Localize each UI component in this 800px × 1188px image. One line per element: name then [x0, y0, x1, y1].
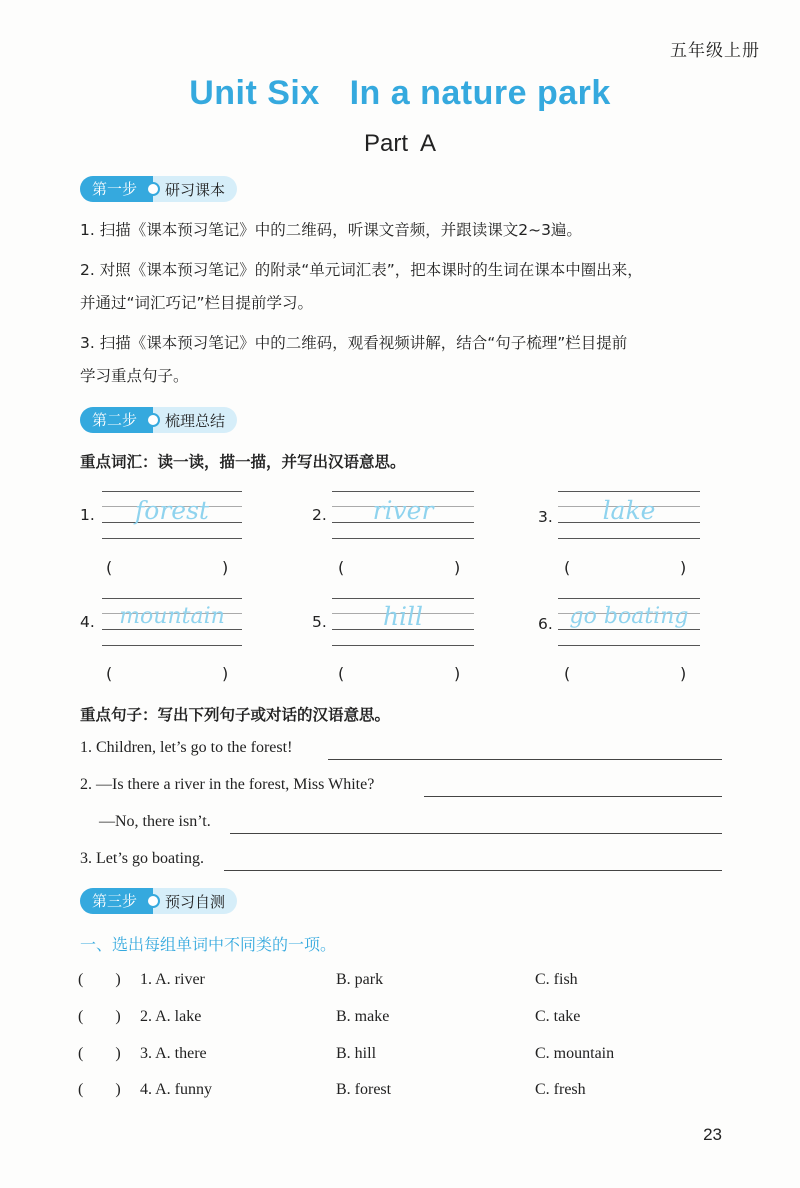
step1-item: 学习重点句子。 [80, 367, 189, 385]
step-dot-icon [146, 894, 160, 908]
word-number: 3. [538, 508, 553, 526]
page-number: 23 [703, 1125, 722, 1144]
sentence: 2. —Is there a river in the forest, Miss White? [80, 776, 375, 793]
trace-word: hill [382, 602, 424, 631]
word-number: 6. [538, 615, 553, 633]
option-b: B. hill [336, 1045, 377, 1062]
grade-label: 五年级上册 [670, 41, 760, 61]
paren-close: ) [680, 558, 687, 577]
step2-number: 第二步 [80, 407, 153, 433]
option-a: 1. A. river [140, 971, 205, 988]
sentence-prompt: 重点句子：写出下列句子或对话的汉语意思。 [80, 706, 391, 724]
answer-paren: ( ) [78, 1008, 121, 1025]
paren-open: ( [106, 664, 113, 683]
word-number: 2. [312, 506, 327, 524]
step1-item: 2. 对照《课本预习笔记》的附录“单元词汇表”，把本课时的生词在课本中圈出来， [80, 261, 643, 279]
paren-open: ( [338, 664, 345, 683]
trace-word: lake [602, 496, 656, 525]
trace-word: go boating [569, 604, 689, 629]
step1-item: 并通过“词汇巧记”栏目提前学习。 [80, 294, 314, 312]
step3-number: 第三步 [80, 888, 153, 914]
step1-label: 研习课本 [165, 180, 226, 199]
paren-open: ( [564, 558, 571, 577]
paren-open: ( [338, 558, 345, 577]
answer-paren: ( ) [78, 971, 121, 988]
sentence: —No, there isn’t. [99, 813, 211, 830]
paren-close: ) [454, 558, 461, 577]
exercise-title: 一、选出每组单词中不同类的一项。 [80, 935, 337, 954]
answer-paren: ( ) [78, 1081, 121, 1098]
sentence: 3. Let’s go boating. [80, 850, 204, 867]
trace-word: river [372, 496, 434, 525]
option-b: B. park [336, 971, 384, 988]
paren-close: ) [680, 664, 687, 683]
step3-badge [80, 888, 237, 914]
unit-title [0, 74, 800, 113]
answer-paren: ( ) [78, 1045, 121, 1062]
trace-word: mountain [119, 604, 225, 629]
paren-open: ( [564, 664, 571, 683]
paren-close: ) [454, 664, 461, 683]
part-subtitle: Part A [363, 130, 437, 157]
step1-badge [80, 176, 237, 202]
step1-item: 1. 扫描《课本预习笔记》中的二维码，听课文音频，并跟读课文2~3遍。 [80, 221, 582, 239]
unit-number: Unit Six [189, 74, 320, 112]
step-dot-icon [146, 413, 160, 427]
option-a: 4. A. funny [140, 1081, 212, 1098]
step-dot-icon [146, 182, 160, 196]
word-number: 5. [312, 613, 327, 631]
word-number: 4. [80, 613, 95, 631]
step3-label: 预习自测 [165, 892, 226, 911]
paren-close: ) [222, 558, 229, 577]
step1-number: 第一步 [80, 176, 153, 202]
paren-close: ) [222, 664, 229, 683]
option-b: B. make [336, 1008, 390, 1025]
option-a: 3. A. there [140, 1045, 207, 1062]
step2-badge [80, 407, 237, 433]
paren-open: ( [106, 558, 113, 577]
option-c: C. mountain [535, 1045, 615, 1062]
option-b: B. forest [336, 1081, 392, 1098]
step2-label: 梳理总结 [165, 411, 226, 430]
option-c: C. fresh [535, 1081, 586, 1098]
option-c: C. take [535, 1008, 581, 1025]
option-c: C. fish [535, 971, 578, 988]
step1-item: 3. 扫描《课本预习笔记》中的二维码，观看视频讲解，结合“句子梳理”栏目提前 [80, 334, 628, 352]
trace-word: forest [135, 496, 209, 525]
unit-name: In a nature park [349, 74, 611, 112]
word-number: 1. [80, 506, 95, 524]
option-a: 2. A. lake [140, 1008, 202, 1025]
sentence: 1. Children, let’s go to the forest! [80, 739, 293, 756]
vocab-prompt: 重点词汇：读一读，描一描，并写出汉语意思。 [80, 453, 406, 471]
